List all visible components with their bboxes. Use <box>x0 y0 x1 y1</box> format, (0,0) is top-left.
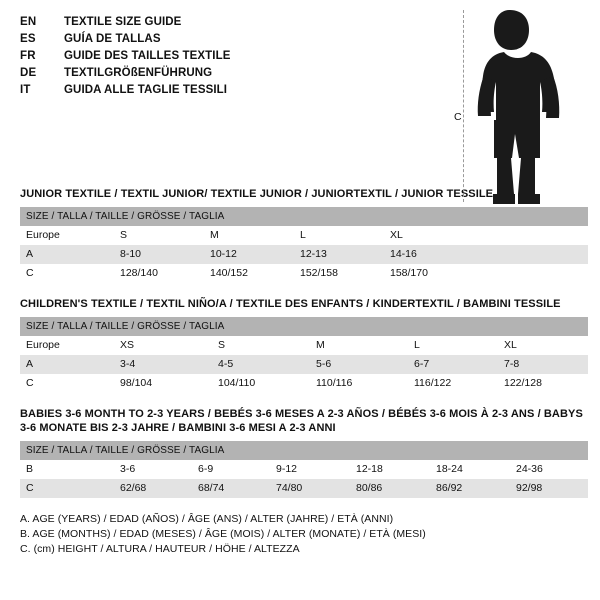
cell-empty <box>474 245 588 264</box>
legend-item-c: C. (cm) HEIGHT / ALTURA / HAUTEUR / HÖHE / ALTEZZA <box>20 543 300 555</box>
cell: 12-13 <box>294 245 384 264</box>
junior-size-table <box>20 207 588 283</box>
babies-size-table <box>20 441 588 498</box>
table-row <box>20 460 588 479</box>
guide-title-text: GUÍA DE TALLAS <box>64 33 161 45</box>
cell: 5-6 <box>310 355 408 374</box>
cell: 3-6 <box>114 460 192 479</box>
guide-title-text: GUIDE DES TAILLES TEXTILE <box>64 50 231 62</box>
table-header-row <box>20 207 588 226</box>
cell: 18-24 <box>430 460 510 479</box>
cell: 8-10 <box>114 245 204 264</box>
cell: 10-12 <box>204 245 294 264</box>
child-silhouette-icon <box>474 8 586 206</box>
row-label: Europe <box>20 226 114 245</box>
cell: 158/170 <box>384 264 474 283</box>
cell: 6-9 <box>192 460 270 479</box>
cell-empty <box>474 264 588 283</box>
cell: 104/110 <box>212 374 310 393</box>
cell: 116/122 <box>408 374 498 393</box>
cell-empty <box>474 226 588 245</box>
size-header-label: SIZE / TALLA / TAILLE / GRÖSSE / TAGLIA <box>20 317 588 336</box>
cell: L <box>408 336 498 355</box>
measurement-figure <box>440 6 590 206</box>
row-label: B <box>20 460 114 479</box>
cell: S <box>114 226 204 245</box>
guide-title-text: TEXTILGRÖßENFÜHRUNG <box>64 67 213 79</box>
legend-item-a: A. AGE (YEARS) / EDAD (AÑOS) / ÂGE (ANS) / ALTER (JAHRE) / ETÀ (ANNI) <box>20 513 394 525</box>
cell: 24-36 <box>510 460 588 479</box>
cell: M <box>310 336 408 355</box>
cell: 3-4 <box>114 355 212 374</box>
language-code: EN <box>20 16 37 28</box>
language-code: IT <box>20 84 31 96</box>
row-label: C <box>20 479 114 498</box>
cell: 140/152 <box>204 264 294 283</box>
cell: 6-7 <box>408 355 498 374</box>
section-title: JUNIOR TEXTILE / TEXTIL JUNIOR/ TEXTILE JUNIOR / JUNIORTEXTIL / JUNIOR TESSILE <box>20 188 494 200</box>
cell: 7-8 <box>498 355 588 374</box>
cell: 14-16 <box>384 245 474 264</box>
guide-title-text: GUIDA ALLE TAGLIE TESSILI <box>64 84 228 96</box>
row-label: Europe <box>20 336 114 355</box>
cell: 12-18 <box>350 460 430 479</box>
table-row <box>20 374 588 393</box>
language-code: ES <box>20 33 36 45</box>
table-row <box>20 264 588 283</box>
cell: S <box>212 336 310 355</box>
cell: XL <box>498 336 588 355</box>
cell: 98/104 <box>114 374 212 393</box>
row-label: C <box>20 264 114 283</box>
section-childrens-textile <box>16 297 584 393</box>
legend-item-b: B. AGE (MONTHS) / EDAD (MESES) / ÂGE (MOIS) / ALTER (MONATE) / ETÀ (MESI) <box>20 528 426 540</box>
table-row <box>20 336 588 355</box>
legend-block <box>20 512 584 557</box>
row-label: A <box>20 355 114 374</box>
table-row <box>20 226 588 245</box>
language-code: FR <box>20 50 36 62</box>
cell: 62/68 <box>114 479 192 498</box>
cell: 4-5 <box>212 355 310 374</box>
guide-title-text: TEXTILE SIZE GUIDE <box>64 16 182 28</box>
children-size-table <box>20 317 588 393</box>
section-title: CHILDREN'S TEXTILE / TEXTIL NIÑO/A / TEXTILE DES ENFANTS / KINDERTEXTIL / BAMBINI TESSILE <box>20 298 561 310</box>
cell: 68/74 <box>192 479 270 498</box>
height-guide-line <box>463 10 464 202</box>
table-row <box>20 355 588 374</box>
section-title: BABIES 3-6 MONTH TO 2-3 YEARS / BEBÉS 3-6 MESES A 2-3 AÑOS / BÉBÉS 3-6 MOIS À 2-3 ANS / BABYS 3-6 MONATE BIS 2-3 JAHRE / BAMBINI 3-6 MESI A 2-3 ANNI <box>20 408 583 434</box>
cell: 80/86 <box>350 479 430 498</box>
row-label: C <box>20 374 114 393</box>
table-row <box>20 479 588 498</box>
cell: 92/98 <box>510 479 588 498</box>
cell: 122/128 <box>498 374 588 393</box>
language-code: DE <box>20 67 37 79</box>
table-header-row <box>20 441 588 460</box>
cell: L <box>294 226 384 245</box>
cell: 9-12 <box>270 460 350 479</box>
cell: M <box>204 226 294 245</box>
size-header-label: SIZE / TALLA / TAILLE / GRÖSSE / TAGLIA <box>20 441 588 460</box>
cell: 110/116 <box>310 374 408 393</box>
cell: 152/158 <box>294 264 384 283</box>
measurement-label-c: C <box>454 111 462 123</box>
table-header-row <box>20 317 588 336</box>
cell: XL <box>384 226 474 245</box>
section-babies-textile <box>16 407 584 498</box>
cell: 74/80 <box>270 479 350 498</box>
size-header-label: SIZE / TALLA / TAILLE / GRÖSSE / TAGLIA <box>20 207 588 226</box>
cell: XS <box>114 336 212 355</box>
cell: 128/140 <box>114 264 204 283</box>
cell: 86/92 <box>430 479 510 498</box>
row-label: A <box>20 245 114 264</box>
table-row <box>20 245 588 264</box>
